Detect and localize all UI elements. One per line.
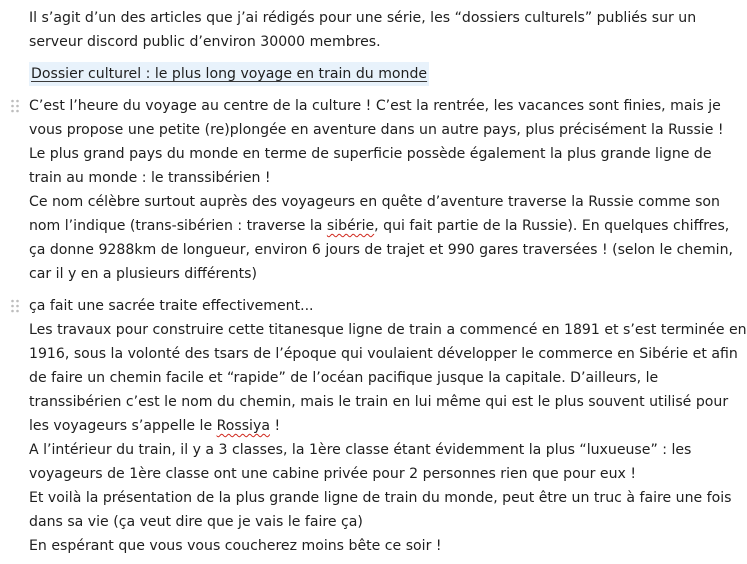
paragraph-line: En espérant que vous vous coucherez moins bête ce soir ! bbox=[29, 538, 442, 554]
paragraph-transsiberian-details[interactable] bbox=[29, 294, 747, 558]
paragraph-line: car il y en a plusieurs différents) bbox=[29, 266, 257, 282]
intro-line: serveur discord public d’environ 30000 membres. bbox=[29, 34, 381, 50]
text-run: les voyageurs s’appelle le bbox=[29, 418, 217, 434]
title-paragraph bbox=[29, 62, 741, 86]
paragraph-line: vous propose une petite (re)plongée en aventure dans un autre pays, plus précisément la Russie ! bbox=[29, 122, 724, 138]
paragraph-line: 1916, sous la volonté des tsars de l’époque qui voulaient développer le commerce en Sibérie et afin bbox=[29, 346, 738, 362]
drag-handle-icon[interactable] bbox=[10, 99, 20, 113]
paragraph-line: train au monde : le transsibérien ! bbox=[29, 170, 271, 186]
paragraph-line: transsibérien c’est le nom du chemin, mais le train en lui même qui est le plus souvent utilisé pour bbox=[29, 394, 729, 410]
paragraph-line: Le plus grand pays du monde en terme de superficie possède également la plus grande ligne de bbox=[29, 146, 712, 162]
paragraph-line: de faire un chemin facile et “rapide” de l’océan pacifique jusque la capitale. D’ailleurs, le bbox=[29, 370, 659, 386]
paragraph-line: dans sa vie (ça veut dire que je vais le faire ça) bbox=[29, 514, 363, 530]
intro-line: Il s’agit d’un des articles que j’ai rédigés pour une série, les “dossiers culturels” publiés sur un bbox=[29, 10, 697, 26]
paragraph-line bbox=[29, 214, 741, 238]
intro-paragraph[interactable] bbox=[29, 6, 741, 54]
paragraph-line: Les travaux pour construire cette titanesque ligne de train a commencé en 1891 et s’est terminée en bbox=[29, 322, 747, 338]
paragraph-transsiberian-intro[interactable] bbox=[29, 94, 741, 286]
drag-handle-icon[interactable] bbox=[10, 299, 20, 313]
paragraph-line: Et voilà la présentation de la plus grande ligne de train du monde, peut être un truc à faire une fois bbox=[29, 490, 732, 506]
misspelled-word[interactable]: Rossiya bbox=[216, 418, 270, 434]
paragraph-line: ça donne 9288km de longueur, environ 6 jours de trajet et 990 gares traversées ! (selon le chemin, bbox=[29, 242, 734, 258]
text-run: , qui fait partie de la Russie). En quelques chiffres, bbox=[374, 218, 730, 234]
paragraph-line: voyageurs de 1ère classe ont une cabine privée pour 2 personnes rien que pour eux ! bbox=[29, 466, 636, 482]
paragraph-line bbox=[29, 414, 741, 438]
paragraph-line: ça fait une sacrée traite effectivement... bbox=[29, 298, 314, 314]
article-title-link[interactable]: Dossier culturel : le plus long voyage en train du monde bbox=[29, 62, 429, 86]
misspelled-word[interactable]: sibérie bbox=[326, 218, 375, 234]
paragraph-line: A l’intérieur du train, il y a 3 classes, la 1ère classe étant évidemment la plus “luxueuse” : les bbox=[29, 442, 692, 458]
paragraph-line: C’est l’heure du voyage au centre de la culture ! C’est la rentrée, les vacances sont finies, mais je bbox=[29, 98, 721, 114]
text-run: nom l’indique (trans-sibérien : traverse la bbox=[29, 218, 327, 234]
text-run: ! bbox=[269, 418, 281, 434]
paragraph-line: Ce nom célèbre surtout auprès des voyageurs en quête d’aventure traverse la Russie comme son bbox=[29, 194, 720, 210]
